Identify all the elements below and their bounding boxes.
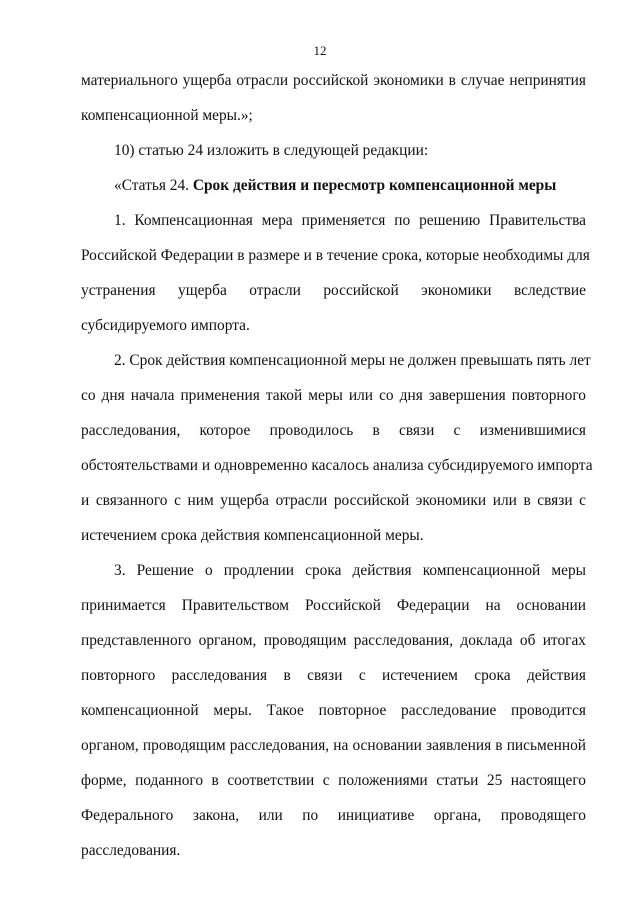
text-line: материального ущерба отрасли российской экономики в случае непринятия: [81, 72, 586, 89]
text-line: субсидируемого импорта.: [81, 317, 250, 334]
text-line: повторного расследования в связи с истечением срока действия: [81, 667, 586, 684]
article-number: «Статья 24.: [114, 177, 193, 194]
text-line: компенсационной меры.»;: [81, 107, 253, 124]
text-line: органом, проводящим расследования, на основании заявления в письменной: [81, 737, 586, 754]
text-line: Российской Федерации в размере и в течение срока, которые необходимы для: [81, 247, 590, 264]
text-line: принимается Правительством Российской Федерации на основании: [81, 597, 586, 614]
text-line: расследования, которое проводилось в связи с изменившимися: [81, 422, 586, 439]
text-line: 1. Компенсационная мера применяется по решению Правительства: [114, 212, 586, 229]
text-line: форме, поданного в соответствии с положениями статьи 25 настоящего: [81, 772, 586, 789]
text-line: представленного органом, проводящим расследования, доклада об итогах: [81, 632, 586, 649]
text-line: истечением срока действия компенсационной меры.: [81, 527, 424, 544]
text-line: Федерального закона, или по инициативе органа, проводящего: [81, 807, 586, 824]
text-line: расследования.: [81, 842, 181, 859]
text-line: 2. Срок действия компенсационной меры не должен превышать пять лет: [114, 352, 591, 369]
text-line: компенсационной меры. Такое повторное расследование проводится: [81, 702, 586, 719]
text-line: 10) статью 24 изложить в следующей редакции:: [114, 142, 429, 159]
text-line: и связанного с ним ущерба отрасли российской экономики или в связи с: [81, 492, 586, 509]
text-line: устранения ущерба отрасли российской экономики вследствие: [81, 282, 586, 299]
article-heading: [114, 177, 586, 195]
page-number: 12: [313, 43, 327, 58]
text-line: 3. Решение о продлении срока действия компенсационной меры: [114, 562, 586, 579]
text-line: обстоятельствами и одновременно касалось анализа субсидируемого импорта: [81, 457, 593, 474]
article-title: Срок действия и пересмотр компенсационной меры: [192, 177, 557, 194]
text-line: со дня начала применения такой меры или со дня завершения повторного: [81, 387, 586, 404]
